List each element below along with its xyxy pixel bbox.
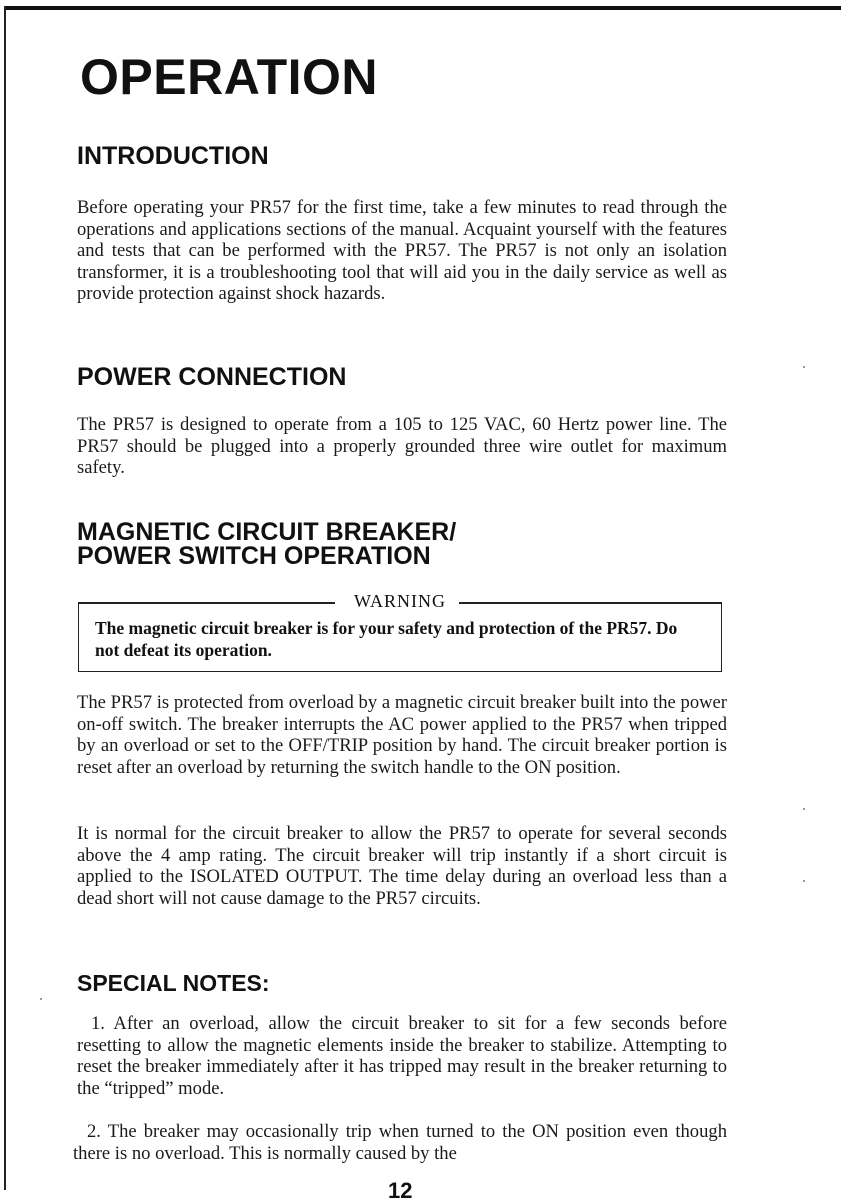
- warning-rule-right: [459, 602, 721, 604]
- left-border-rule: [4, 6, 6, 1190]
- breaker-paragraph-1: The PR57 is protected from overload by a magnetic circuit breaker built into the power on-off switch. The breaker interrupts the AC power applied to the PR57 when tripped by an overload or set to the OFF/TRIP position by hand. The circuit breaker portion is reset after an overload by returning the switch handle to the ON position.: [77, 692, 727, 778]
- warning-box: [78, 591, 722, 672]
- breaker-heading-line2: POWER SWITCH OPERATION: [77, 542, 431, 570]
- warning-title: WARNING: [354, 591, 446, 611]
- introduction-heading: INTRODUCTION: [77, 142, 269, 170]
- special-note-2: 2. The breaker may occasionally trip when turned to the ON position even though there is no overload. This is normally caused by the: [73, 1121, 727, 1164]
- page-number: 12: [388, 1178, 413, 1203]
- breaker-heading: [77, 520, 456, 568]
- introduction-body: Before operating your PR57 for the first time, take a few minutes to read through the operations and applications sections of the manual. Acquaint yourself with the features and tests that can be performed with the PR57. The PR57 is not only an isolation transformer, it is a troubleshooting tool that will aid you in the daily service as well as provide protection against shock hazards.: [77, 197, 727, 305]
- page-title: OPERATION: [80, 49, 379, 105]
- scan-speck: [803, 808, 805, 810]
- scan-speck: [40, 998, 42, 1000]
- top-border-rule: [4, 6, 841, 10]
- scan-speck: [803, 880, 805, 882]
- special-note-1: 1. After an overload, allow the circuit breaker to sit for a few seconds before resetting to allow the magnetic elements inside the breaker to stabilize. Attempting to reset the breaker immediately after it has tripped may result in the breaker returning to the “tripped” mode.: [77, 1013, 727, 1099]
- breaker-heading-line1: MAGNETIC CIRCUIT BREAKER/: [77, 518, 457, 546]
- power-connection-body: The PR57 is designed to operate from a 105 to 125 VAC, 60 Hertz power line. The PR57 should be plugged into a properly grounded three wire outlet for maximum safety.: [77, 414, 727, 479]
- breaker-paragraph-2: It is normal for the circuit breaker to allow the PR57 to operate for several seconds above the 4 amp rating. The circuit breaker will trip instantly if a short circuit is applied to the ISOLATED OUTPUT. The time delay during an overload less than a dead short will not cause damage to the PR57 circuits.: [77, 823, 727, 909]
- power-connection-heading: POWER CONNECTION: [77, 363, 347, 391]
- special-notes-heading: SPECIAL NOTES:: [77, 970, 270, 996]
- warning-rule-left: [79, 602, 335, 604]
- warning-text: The magnetic circuit breaker is for your safety and protection of the PR57. Do not defeat its operation.: [95, 618, 678, 660]
- scan-speck: [803, 366, 805, 368]
